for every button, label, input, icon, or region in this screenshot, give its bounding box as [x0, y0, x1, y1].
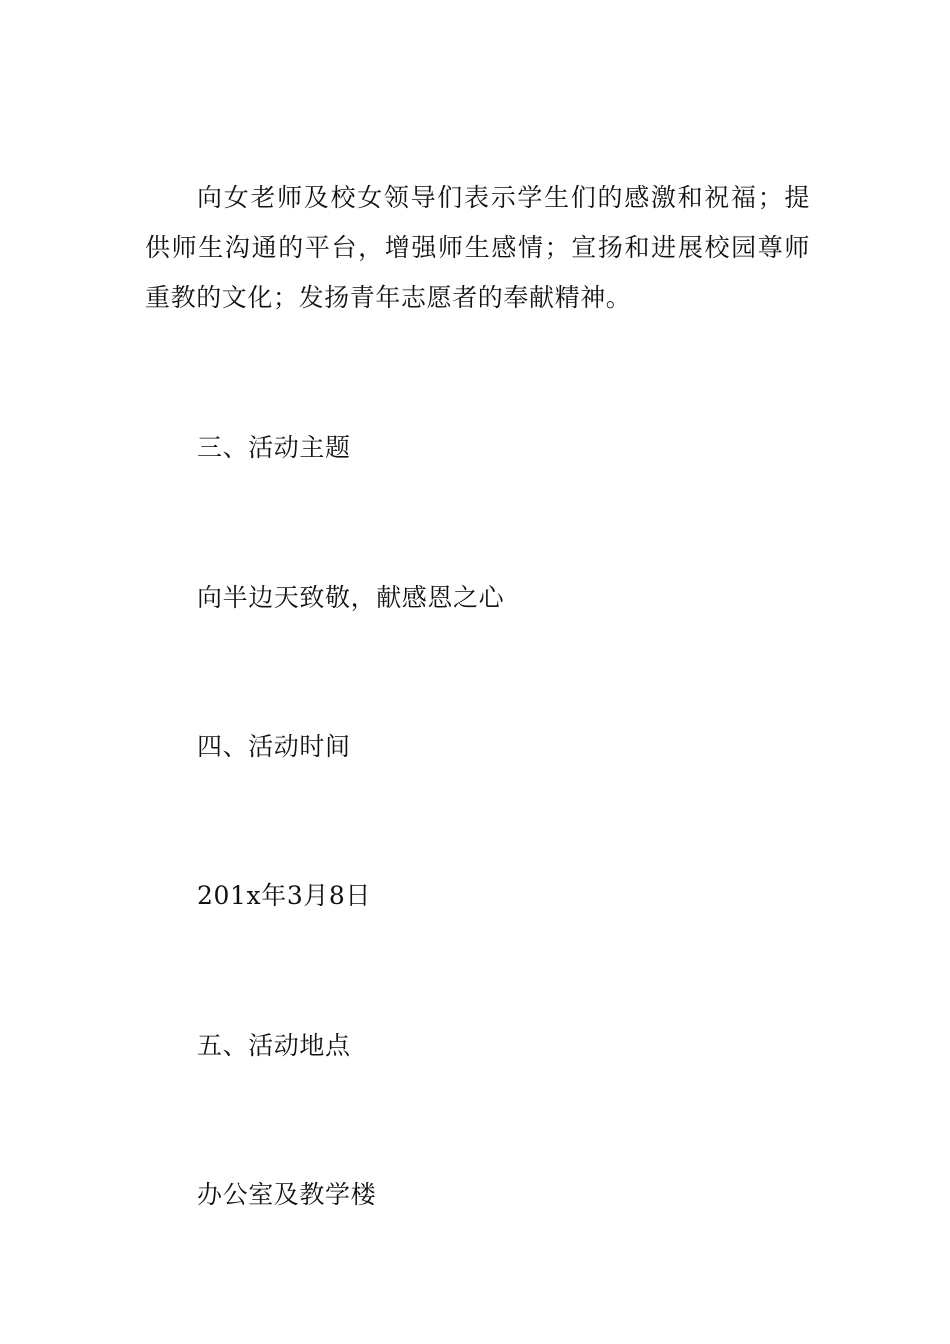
section-three-content: 向半边天致敬，献感恩之心 [197, 583, 505, 612]
section-four-content: 201x年3月8日 [197, 881, 372, 910]
section-three-heading: 三、活动主题 [197, 433, 351, 462]
section-five-heading: 五、活动地点 [197, 1031, 351, 1060]
section-five-content: 办公室及教学楼 [197, 1180, 377, 1209]
section-four-heading: 四、活动时间 [197, 732, 351, 761]
purpose-paragraph: 向女老师及校女领导们表示学生们的感激和祝福；提供师生沟通的平台，增强师生感情；宣扬和进展校园尊师重教的文化；发扬青年志愿者的奉献精神。 [145, 183, 810, 312]
